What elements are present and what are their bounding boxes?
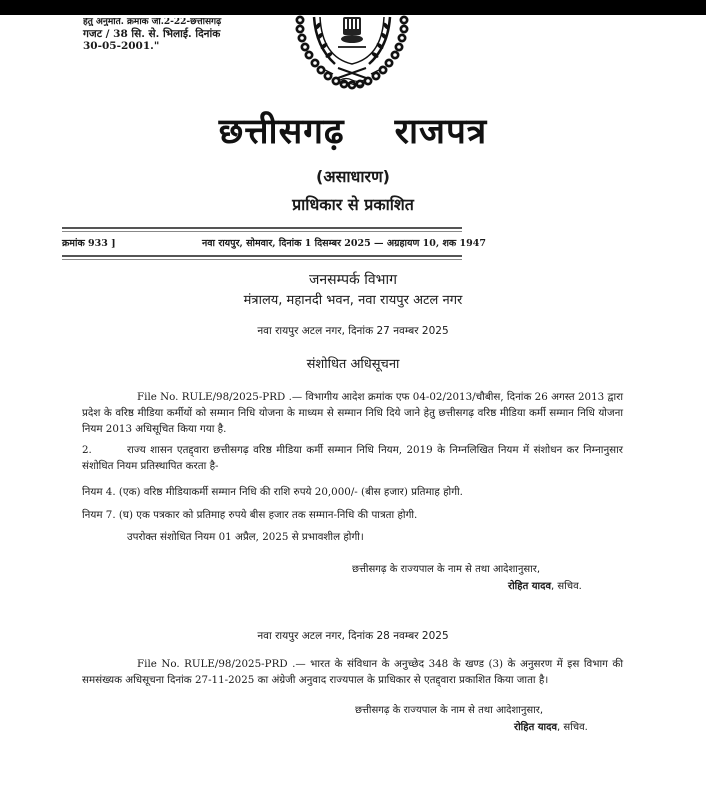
issue-number: क्रमांक 933 ] bbox=[62, 238, 116, 249]
note-line-3: 30-05-2001." bbox=[83, 40, 160, 52]
state-emblem-icon bbox=[290, 12, 415, 97]
signatory-name: रोहित यादव bbox=[514, 722, 558, 733]
department-address: मंत्रालय, महानदी भवन, नवा रायपुर अटल नगर bbox=[243, 293, 463, 308]
rule-7-text: नियम 7. (घ) एक पत्रकार को प्रतिमाह रुपये बीस हजार तक सम्मान-निधि की पात्रता होगी. bbox=[82, 509, 418, 521]
header-rule-top bbox=[62, 227, 462, 232]
notification-1-paragraph-1 bbox=[82, 389, 623, 437]
notification-2-date: नवा रायपुर अटल नगर, दिनांक 28 नवम्बर 2025 bbox=[257, 630, 449, 642]
note-line-2: गजट / 38 सि. से. भिलाई. दिनांक bbox=[83, 28, 221, 40]
notification-1-date: नवा रायपुर अटल नगर, दिनांक 27 नवम्बर 2025 bbox=[257, 325, 449, 337]
signatory-name: रोहित यादव bbox=[508, 581, 552, 592]
notification-2-signatory bbox=[514, 719, 588, 733]
notification-2-sign-line: छत्तीसगढ़ के राज्यपाल के नाम से तथा आदेशानुसार, bbox=[355, 705, 544, 716]
rule-4-text: नियम 4. (एक) वरिष्ठ मीडियाकर्मी सम्मान निधि की राशि रुपये 20,000/- (बीस हजार) प्रतिमाह होगी. bbox=[82, 486, 463, 498]
signatory-title: , सचिव. bbox=[557, 722, 588, 733]
paragraph-2-text: राज्य शासन एतद्द्वारा छत्तीसगढ़ वरिष्ठ मीडिया कर्मी सम्मान निधि नियम, 2019 के निम्नलिखित नियम में संशोधन कर निम्नानुसार संशोधित नियम प्रतिस्थापित करता है- bbox=[82, 444, 623, 472]
notification-1-paragraph-2 bbox=[82, 442, 623, 474]
header-rule-bottom bbox=[62, 255, 462, 260]
notification-1-title: संशोधित अधिसूचना bbox=[306, 357, 400, 372]
paragraph-2-number: 2. bbox=[82, 444, 92, 456]
notification-1-sign-line: छत्तीसगढ़ के राज्यपाल के नाम से तथा आदेशानुसार, bbox=[352, 564, 541, 575]
effective-date-text: उपरोक्त संशोधित नियम 01 अप्रैल, 2025 से प्रभावशील होगी। bbox=[127, 531, 364, 543]
published-by-authority: प्राधिकार से प्रकाशित bbox=[292, 195, 414, 214]
note-line-1: हेतु अनुमति. क्रमांक जी.2-22-छत्तीसगढ़ bbox=[83, 18, 222, 26]
gazette-masthead bbox=[0, 107, 706, 154]
paragraph-1-text: File No. RULE/98/2025-PRD .— विभागीय आदेश क्रमांक एफ 04-02/2013/चौबीस, दिनांक 26 अगस्त 2013 द्वारा प्रदेश के वरिष्ठ मीडिया कर्मीयों को सम्मान निधि योजना के माध्यम से सम्मान निधि दिये जाने हेतु छत्तीसगढ़ वरिष्ठ मीडिया कर्मी सम्मान निधि योजना नियम 2013 अधिसूचित किया गया है. bbox=[82, 391, 623, 435]
notification-2-text: File No. RULE/98/2025-PRD .— भारत के संविधान के अनुच्छेद 348 के खण्ड (3) के अनुसरण में इस विभाग की समसंख्यक अधिसूचना दिनांक 27-11-2025 का अंग्रेजी अनुवाद राज्यपाल के प्राधिकार से एतद्द्वारा प्रकाशित किया जाता है। bbox=[82, 658, 623, 686]
department-name: जनसम्पर्क विभाग bbox=[308, 272, 397, 288]
issue-date: नवा रायपुर, सोमवार, दिनांक 1 दिसम्बर 2025 — अग्रहायण 10, शक 1947 bbox=[202, 238, 486, 249]
masthead-state-name: छत्तीसगढ़ bbox=[218, 112, 345, 152]
gazette-permission-note bbox=[83, 18, 243, 52]
extraordinary-label: (असाधारण) bbox=[316, 167, 390, 186]
notification-1-signatory bbox=[508, 578, 582, 592]
masthead-gazette-word: राजपत्र bbox=[394, 112, 488, 152]
notification-2-paragraph-1 bbox=[82, 656, 623, 688]
signatory-title: , सचिव. bbox=[551, 581, 582, 592]
